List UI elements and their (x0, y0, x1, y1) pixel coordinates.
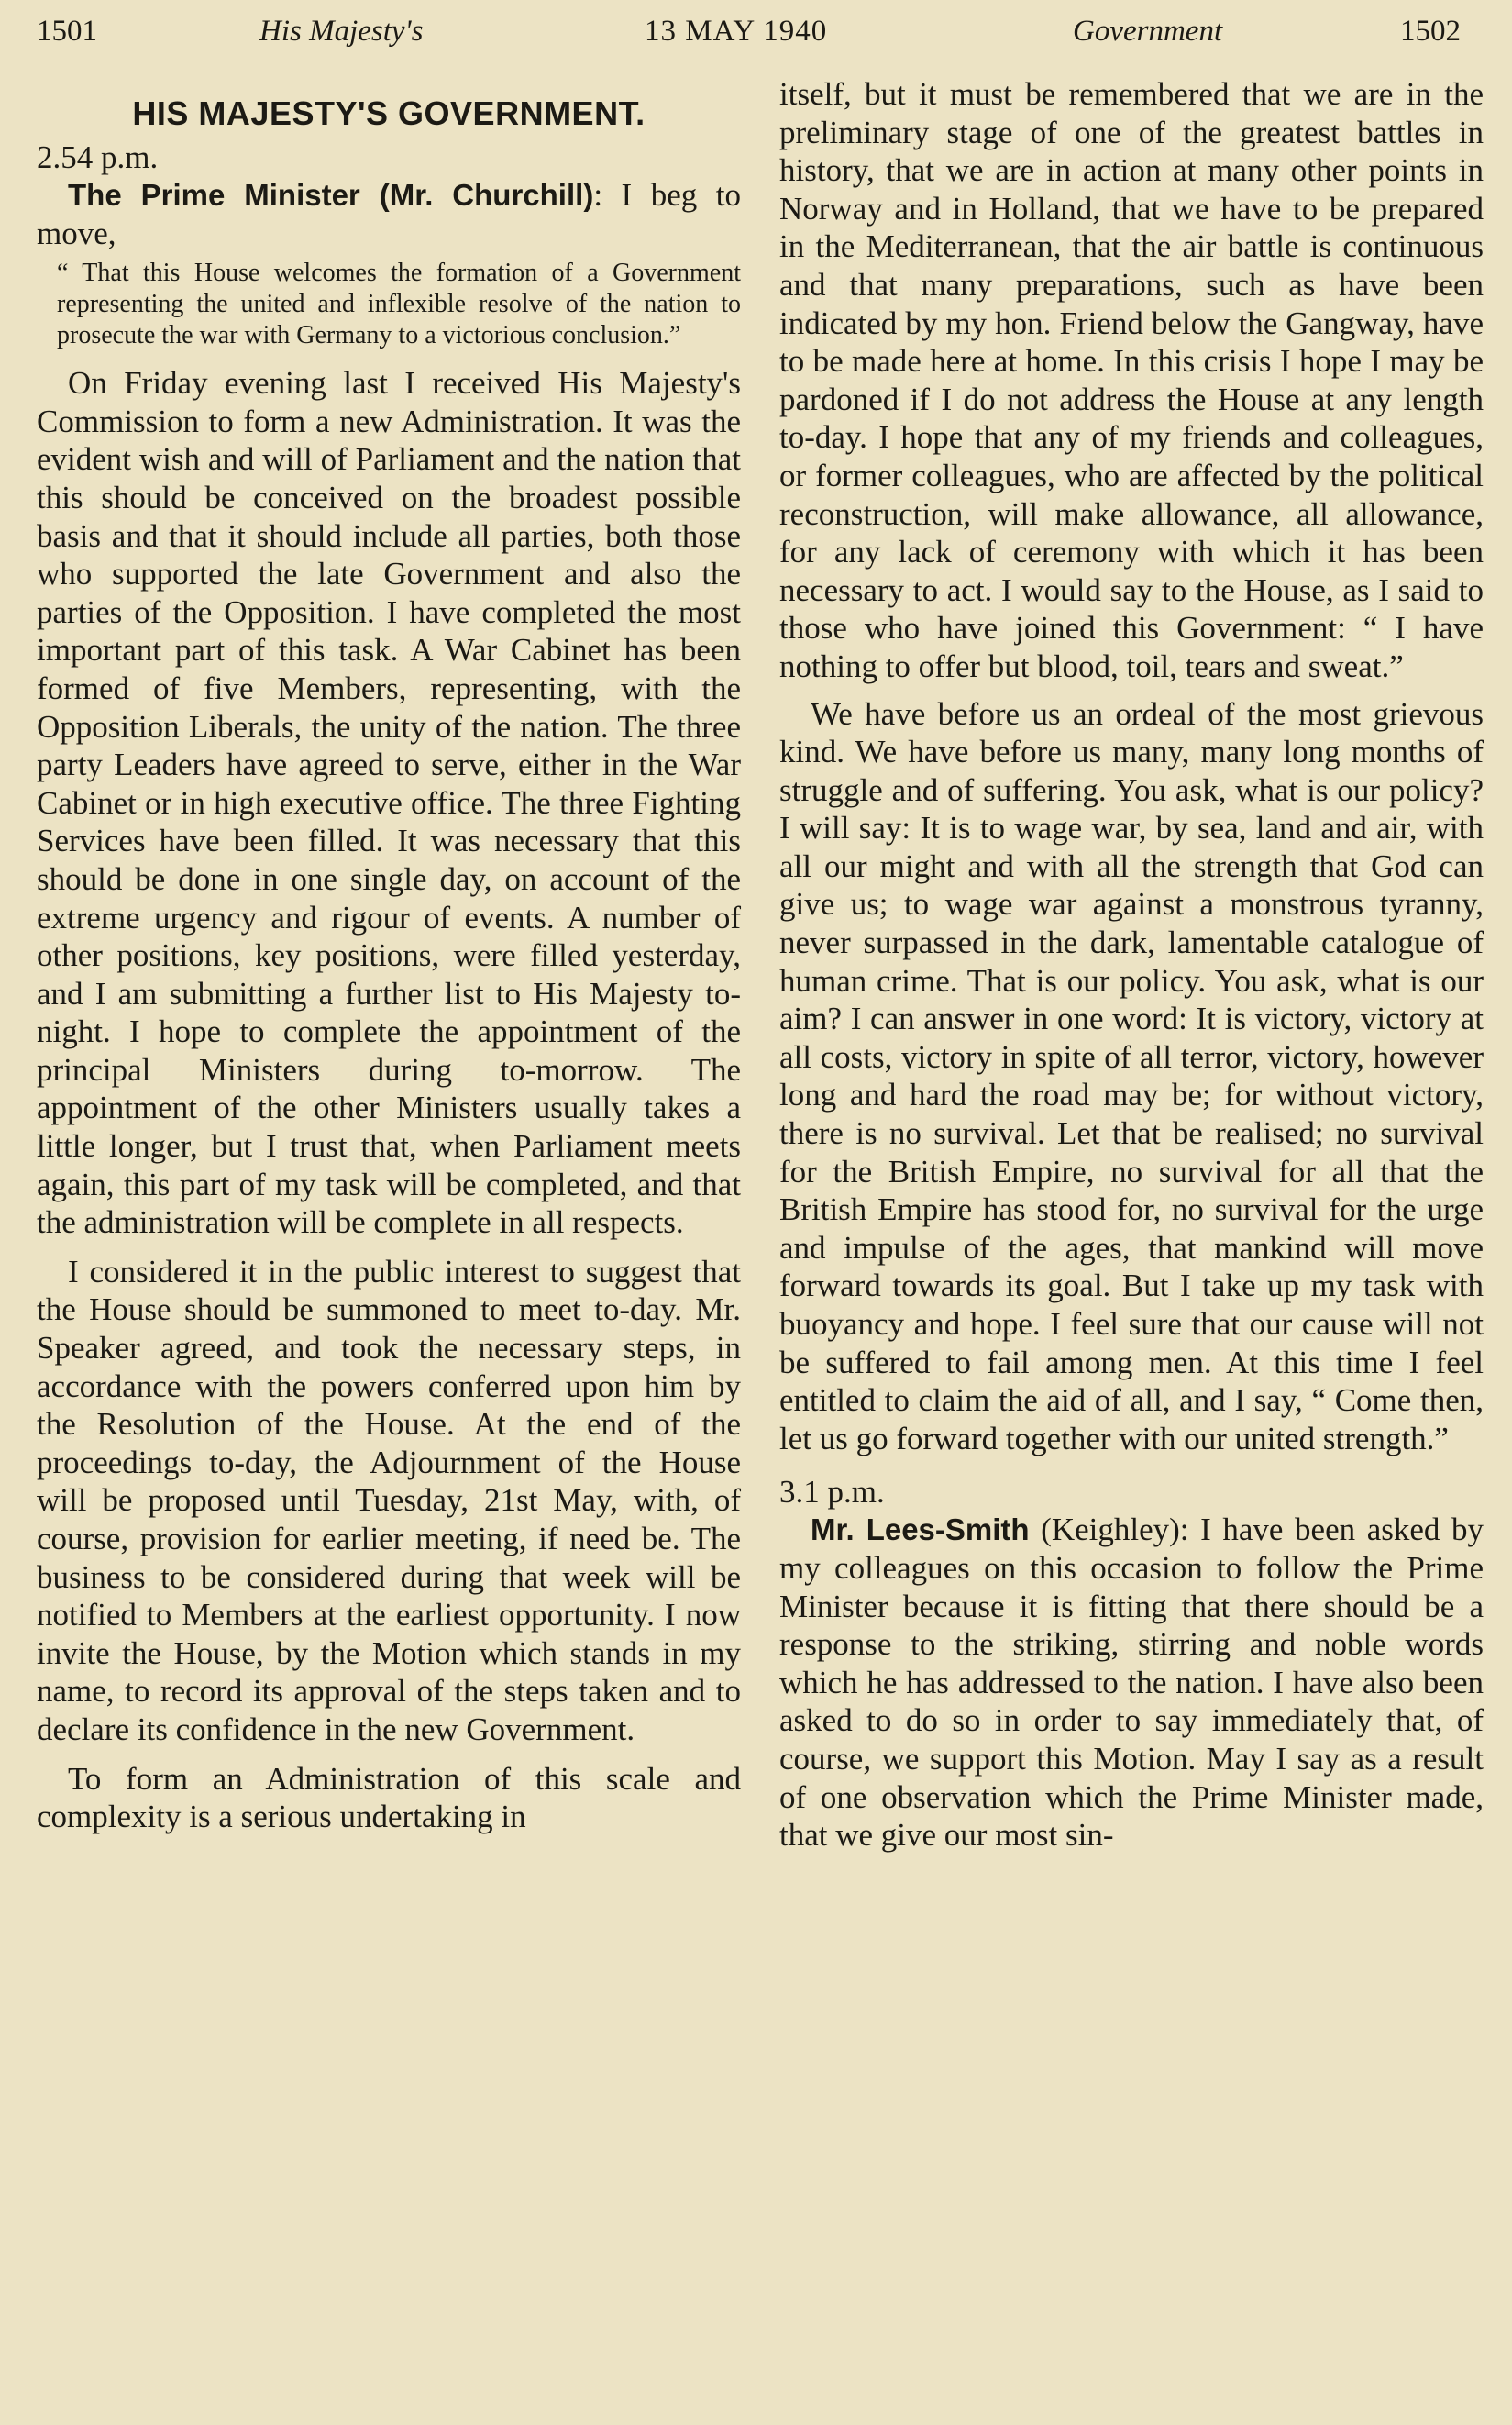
left-running-title: His Majesty's (259, 15, 424, 48)
right-column (779, 75, 1484, 1855)
paragraph: I considered it in the public interest to suggest that the House should be summoned to meet to-day. Mr. Speaker agreed, and took the necessary steps, in accordance with the powers conferred upon him by the Resolution of the House. At the end of the proceedings to-day, the Adjournment of the House will be proposed until Tuesday, 21st May, with, of course, provision for earlier meeting, if need be. The business to be considered during that week will be notified to Members at the earliest opportunity. I now invite the House, by the Motion which stands in my name, to record its approval of the steps taken and to declare its confidence in the new Government. (37, 1253, 741, 1747)
paragraph: To form an Administration of this scale and complexity is a serious undertaking in (37, 1760, 741, 1835)
speaker-name: The Prime Minister (Mr. Churchill) (68, 178, 594, 212)
speaker-name: Mr. Lees-Smith (811, 1512, 1030, 1547)
speaker-line (779, 1511, 1484, 1854)
page-header (0, 15, 1512, 61)
paragraph: On Friday evening last I received His Majesty's Commission to form a new Administration. It was the evident wish and will of Parliament and the nation that this should be conceived on the broadest possible basis and that it should include all parties, both those who supported the late Government and also the parties of the Opposition. I have completed the most important part of this task. A War Cabinet has been formed of five Members, representing, with the Opposition Liberals, the unity of the nation. The three party Leaders have agreed to serve, either in the War Cabinet or in high executive office. The three Fighting Services have been filled. It was necessary that this should be done in one single day, on account of the extreme urgency and rigour of events. A number of other positions, key positions, were filled yesterday, and I am submitting a further list to His Majesty to-night. I hope to complete the appointment of the principal Ministers during to-morrow. The appointment of the other Ministers usually takes a little longer, but I trust that, when Parliament meets again, this part of my task will be completed, and that the administration will be complete in all respects. (37, 365, 741, 1241)
paragraph: We have before us an ordeal of the most grievous kind. We have before us many, many long months of struggle and of suffering. You ask, what is our policy? I will say: It is to wage war, by sea, land and air, with all our might and with all the strength that God can give us; to wage war against a monstrous tyranny, never surpassed in the dark, lamentable catalogue of human crime. That is our policy. You ask, what is our aim? I can answer in one word: It is victory, victory at all costs, victory in spite of all terror, victory, however long and hard the road may be; for without victory, there is no survival. Let that be realised; no survival for the British Empire, no survival for all that the British Empire has stood for, no survival for the urge and impulse of the ages, that mankind will move forward towards its goal. But I take up my task with buoyancy and hope. I feel sure that our cause will not be suffered to fail among men. At this time I feel entitled to claim the aid of all, and I say, “ Come then, let us go forward together with our united strength.” (779, 695, 1484, 1456)
right-page-number: 1502 (1400, 15, 1461, 48)
header-date: 13 MAY 1940 (645, 15, 828, 48)
speech-time: 2.54 p.m. (37, 139, 159, 175)
section-title: HIS MAJESTY'S GOVERNMENT. (132, 94, 646, 132)
speaker-text: (Keighley): I have been asked by my colleagues on this occasion to follow the Prime Minister because it is fitting that there should be a response to the striking, stirring and noble words which he has addressed to the nation. I have also been asked to do so in order to say immediately that, of course, we support this Motion. May I say as a result of one observation which the Prime Minister made, that we give our most sin- (779, 1511, 1484, 1854)
left-column (37, 72, 741, 1845)
motion-text: “ That this House welcomes the formation of a Government representing the united and inflexible resolve of the nation to prosecute the war with Germany to a victorious conclusion.” (57, 259, 741, 350)
speaker-line (37, 176, 741, 252)
paragraph: itself, but it must be remembered that we are in the preliminary stage of one of the greatest battles in history, that we are in action at many other points in Norway and in Holland, that we have to be prepared in the Mediterranean, that the air battle is continuous and that many preparations, such as have been indicated by my hon. Friend below the Gangway, have to be made here at home. In this crisis I hope I may be pardoned if I do not address the House at any length to-day. I hope that any of my friends and colleagues, or former colleagues, who are affected by the political reconstruction, will make allowance, all allowance, for any lack of ceremony with which it has been necessary to act. I would say to the House, as I said to those who have joined this Government: “ I have nothing to offer but blood, toil, tears and sweat.” (779, 76, 1484, 684)
speaker-text: : I beg to move, (37, 177, 741, 251)
speech-time: 3.1 p.m. (779, 1474, 885, 1511)
left-page-number: 1501 (37, 15, 97, 48)
right-running-title: Government (1073, 15, 1223, 48)
